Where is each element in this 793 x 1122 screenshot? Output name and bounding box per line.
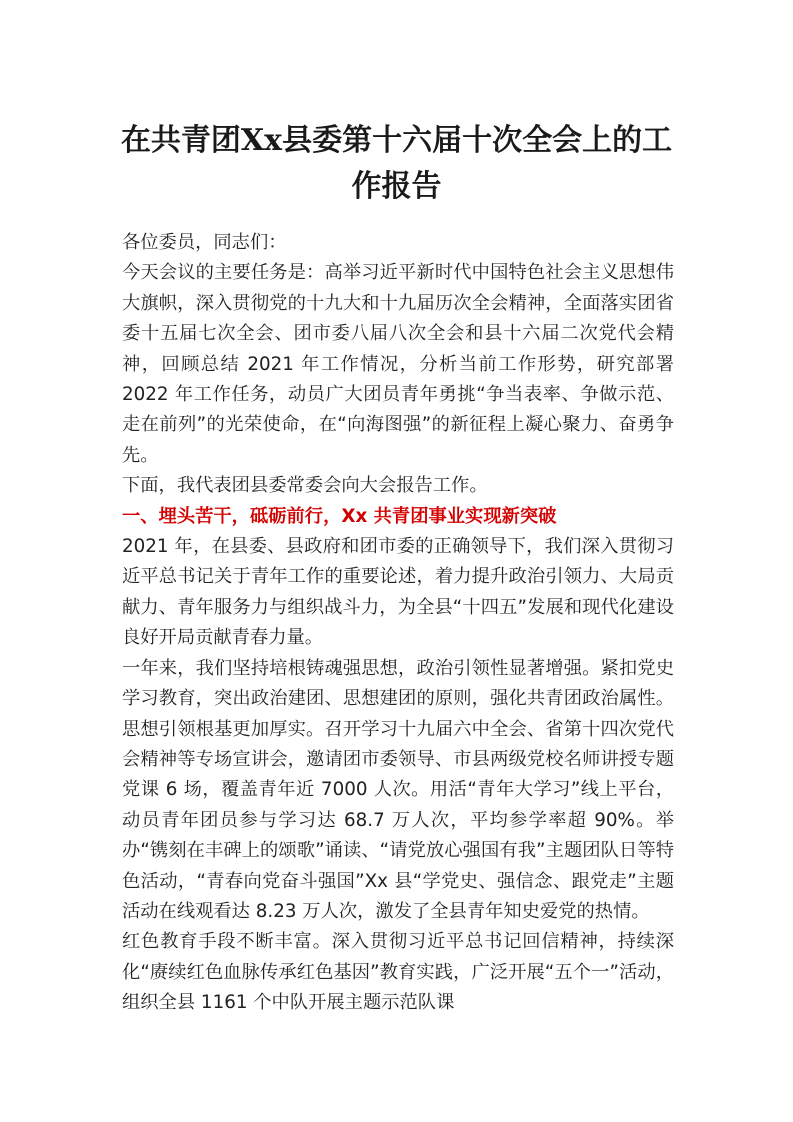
paragraph-red-education: 红色教育手段不断丰富。深入贯彻习近平总书记回信精神，持续深化“赓续红色血脉传承红色基因”教育实践，广泛开展“五个一”活动，组织全县 1161 个中队开展主题示范队课 bbox=[122, 931, 674, 1014]
document-body bbox=[122, 228, 674, 1019]
document-title bbox=[100, 118, 693, 210]
paragraph-meeting-tasks: 今天会议的主要任务是：高举习近平新时代中国特色社会主义思想伟大旗帜，深入贯彻党的十九大和十九届历次全会精神，全面落实团省委十五届七次全会、团市委八届八次全会和县十六届二次党代会精神，回顾总结 2021 年工作情况，分析当前工作形势，研究部署 2022 年工作任务，动员广大团员青年勇挑“争当表率、争做示范、走在前列”的光荣使命，在“向海图强”的新征程上凝心聚力、奋勇争先。 bbox=[122, 262, 674, 466]
paragraph-political-guidance: 一年来，我们坚持培根铸魂强思想，政治引领性显著增强。紧扣党史学习教育，突出政治建团、思想建团的原则，强化共青团政治属性。思想引领根基更加厚实。召开学习十九届六中全会、省第十四次党代会精神等专场宣讲会，邀请团市委领导、市县两级党校名师讲授专题党课 6 场，覆盖青年近 7000 人次。用活“青年大学习”线上平台，动员青年团员参与学习达 68.7 万人次，平均参学率超 90%。举办“镌刻在丰碑上的颂歌”诵读、“请党放心强国有我”主题团队日等特色活动，“青春向党奋斗强国”Xx 县“学党史、强信念、跟党走”主题活动在线观看达 8.23 万人次，激发了全县青年知史爱党的热情。 bbox=[122, 657, 674, 922]
title-line-2: 作报告 bbox=[351, 169, 442, 204]
section-heading-1: 一、埋头苦干，砥砺前行，Xx 共青团事业实现新突破 bbox=[122, 505, 557, 527]
paragraph-report-intro: 下面，我代表团县委常委会向大会报告工作。 bbox=[122, 475, 488, 497]
salutation: 各位委员，同志们： bbox=[122, 232, 287, 253]
title-line-1: 在共青团Xx县委第十六届十次全会上的工 bbox=[120, 123, 673, 158]
paragraph-2021-overview: 2021 年，在县委、县政府和团市委的正确领导下，我们深入贯彻习近平总书记关于青年工作的重要论述，着力提升政治引领力、大局贡献力、青年服务力与组织战斗力，为全县“十四五”发展和现代化建设良好开局贡献青春力量。 bbox=[122, 536, 674, 649]
